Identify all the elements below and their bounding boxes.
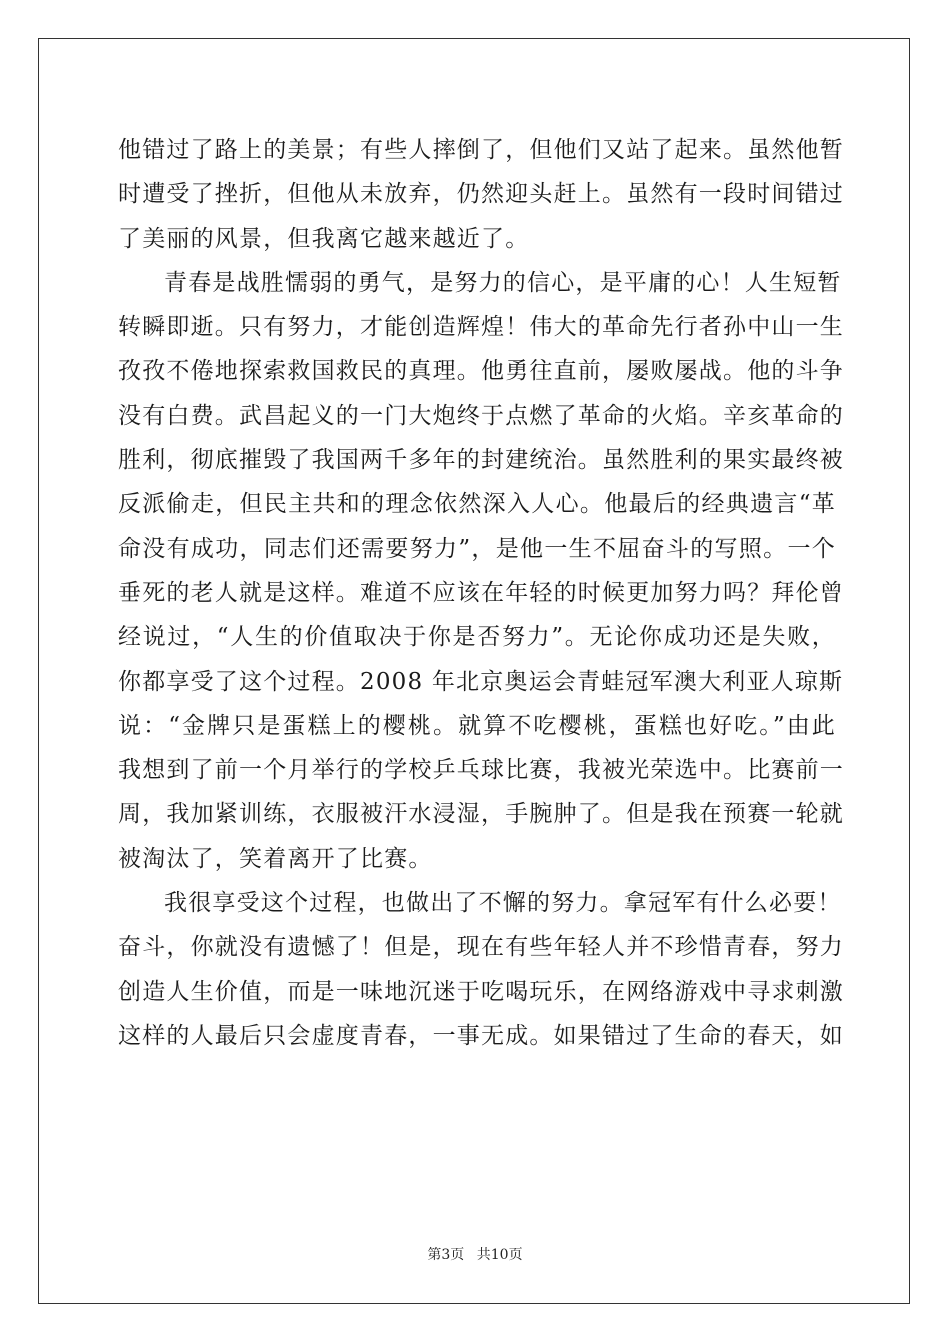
page-total: 共10页 — [476, 1247, 523, 1263]
text-line: 被淘汰了，笑着离开了比赛。 — [118, 845, 433, 872]
text-line: 你都享受了这个过程。2008 年北京奥运会青蛙冠军澳大利亚人琼斯 — [118, 668, 844, 695]
page-number: 第3页 — [427, 1247, 465, 1263]
text-line: 命没有成功，同志们还需要努力”，是他一生不屈奋斗的写照。一个 — [118, 535, 836, 562]
text-line: 奋斗，你就没有遗憾了！但是，现在有些年轻人并不珍惜青春，努力 — [118, 934, 844, 961]
text-line: 青春是战胜懦弱的勇气，是努力的信心，是平庸的心！人生短暂 — [164, 269, 842, 296]
text-line: 说：“金牌只是蛋糕上的樱桃。就算不吃樱桃，蛋糕也好吃。”由此 — [118, 712, 836, 739]
text-line: 孜孜不倦地探索救国救民的真理。他勇往直前，屡败屡战。他的斗争 — [118, 358, 844, 385]
text-line: 他错过了路上的美景；有些人摔倒了，但他们又站了起来。虽然他暂 — [118, 137, 844, 163]
text-line: 反派偷走，但民主共和的理念依然深入人心。他最后的经典遗言“革 — [118, 491, 836, 518]
page-footer — [0, 1244, 950, 1264]
text-line: 这样的人最后只会虚度青春，一事无成。如果错过了生命的春天，如 — [118, 1022, 844, 1049]
text-line: 我想到了前一个月举行的学校乒乓球比赛，我被光荣选中。比赛前一 — [118, 757, 844, 784]
text-line: 创造人生价值，而是一味地沉迷于吃喝玩乐，在网络游戏中寻求刺激 — [118, 978, 844, 1005]
document-body — [118, 128, 844, 1058]
text-line: 我很享受这个过程，也做出了不懈的努力。拿冠军有什么必要！ — [164, 890, 842, 917]
text-line: 胜利，彻底摧毁了我国两千多年的封建统治。虽然胜利的果实最终被 — [118, 447, 844, 474]
text-line: 周，我加紧训练，衣服被汗水浸湿，手腕肿了。但是我在预赛一轮就 — [118, 801, 844, 828]
text-line: 没有白费。武昌起义的一门大炮终于点燃了革命的火焰。辛亥革命的 — [118, 402, 844, 429]
text-line: 垂死的老人就是这样。难道不应该在年轻的时候更加努力吗？拜伦曾 — [118, 579, 844, 606]
text-line: 转瞬即逝。只有努力，才能创造辉煌！伟大的革命先行者孙中山一生 — [118, 314, 844, 341]
text-line: 时遭受了挫折，但他从未放弃，仍然迎头赶上。虽然有一段时间错过 — [118, 181, 844, 208]
text-line: 了美丽的风景，但我离它越来越近了。 — [118, 225, 530, 252]
text-line: 经说过，“人生的价值取决于你是否努力”。无论你成功还是失败， — [118, 624, 836, 651]
